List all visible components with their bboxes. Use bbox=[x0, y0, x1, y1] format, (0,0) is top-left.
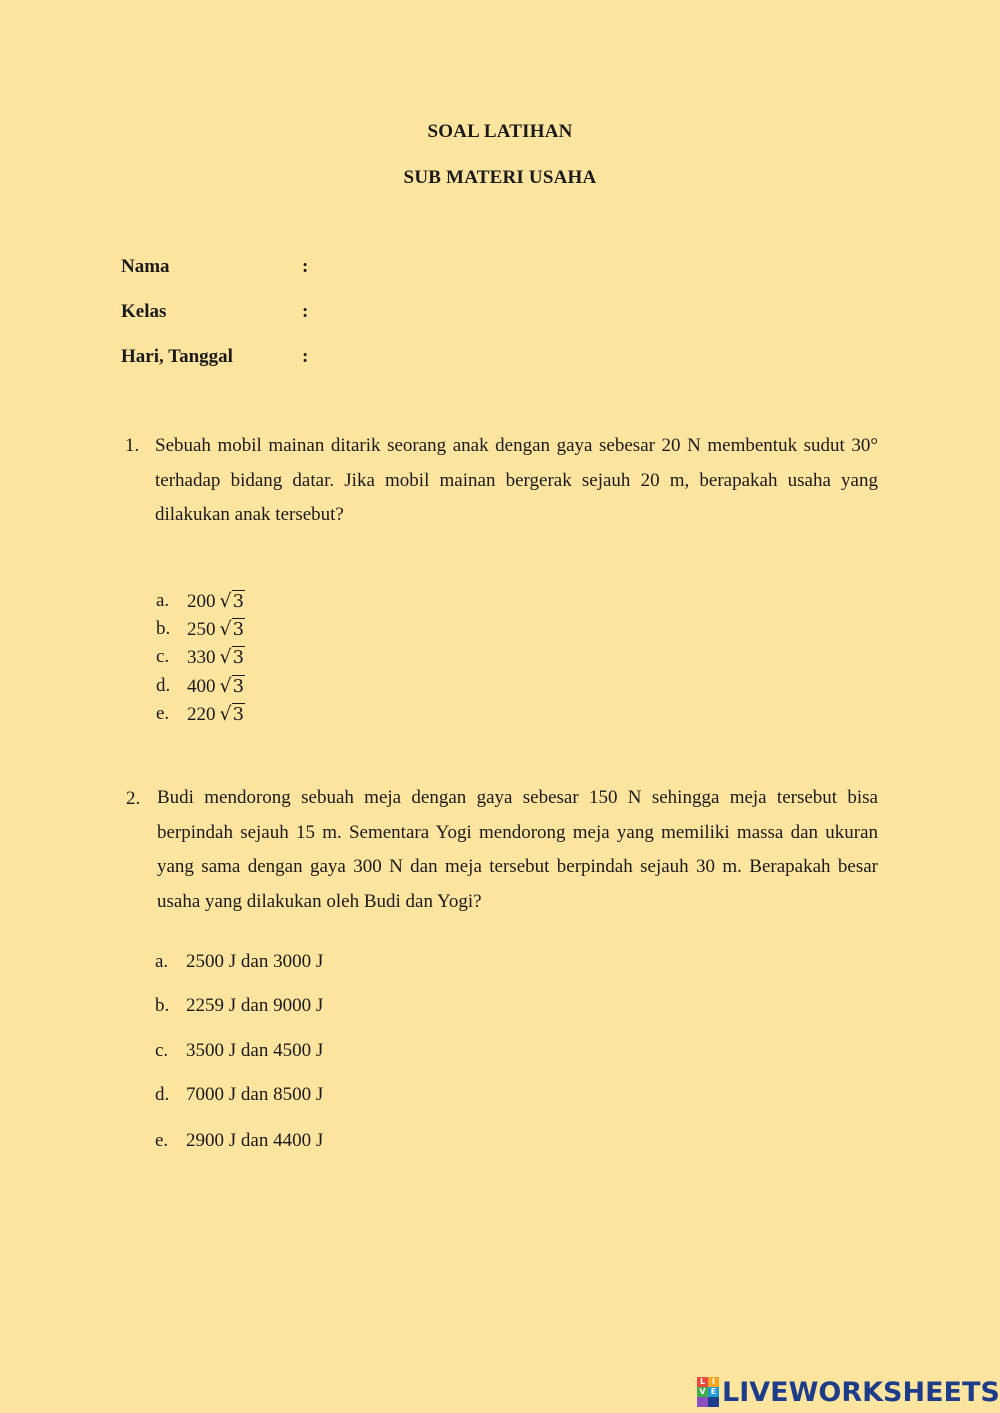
field-colon-nama: : bbox=[302, 256, 309, 277]
option-letter: c. bbox=[155, 1040, 169, 1061]
option-value: 2259 J dan 9000 J bbox=[186, 995, 324, 1016]
square-root-symbol: √3 bbox=[219, 646, 245, 668]
option-value: 7000 J dan 8500 J bbox=[186, 1084, 324, 1105]
option-letter: b. bbox=[155, 995, 170, 1016]
page-subtitle: SUB MATERI USAHA bbox=[403, 167, 597, 188]
field-label-hari-tanggal: Hari, Tanggal bbox=[121, 346, 233, 367]
square-root-symbol: √3 bbox=[219, 618, 245, 640]
liveworksheets-icon: L I V E bbox=[697, 1377, 719, 1407]
option-letter: d. bbox=[155, 1084, 170, 1105]
square-root-symbol: √3 bbox=[219, 703, 245, 725]
square-root-symbol: √3 bbox=[219, 675, 245, 697]
option-value: 220 bbox=[187, 704, 216, 725]
option-letter: c. bbox=[156, 646, 170, 667]
page-title: SOAL LATIHAN bbox=[427, 121, 573, 142]
question-2-number: 2. bbox=[126, 788, 141, 809]
field-label-nama: Nama bbox=[121, 256, 170, 277]
option-letter: a. bbox=[156, 590, 170, 611]
option-letter: d. bbox=[156, 675, 171, 696]
option-letter: e. bbox=[155, 1130, 169, 1151]
option-letter: e. bbox=[156, 703, 170, 724]
question-1-number: 1. bbox=[125, 435, 140, 456]
option-letter: a. bbox=[155, 951, 169, 972]
option-letter: b. bbox=[156, 618, 171, 639]
option-value: 200 bbox=[187, 591, 216, 612]
field-label-kelas: Kelas bbox=[121, 301, 167, 322]
field-colon-kelas: : bbox=[302, 301, 309, 322]
option-value: 2500 J dan 3000 J bbox=[186, 951, 324, 972]
option-value: 3500 J dan 4500 J bbox=[186, 1040, 324, 1061]
option-value: 330 bbox=[187, 647, 216, 668]
square-root-symbol: √3 bbox=[219, 590, 245, 612]
liveworksheets-wordmark: LIVEWORKSHEETS bbox=[722, 1376, 1000, 1408]
liveworksheets-logo[interactable] bbox=[697, 1374, 1000, 1410]
field-colon-hari-tanggal: : bbox=[302, 346, 309, 367]
question-2-text: Budi mendorong sebuah meja dengan gaya sebesar 150 N sehingga meja tersebut bisa berpindah sejauh 15 m. Sementara Yogi mendorong meja yang memiliki massa dan ukuran yang sama dengan gaya 300 N dan meja tersebut berpindah sejauh 30 m. Berapakah besar usaha yang dilakukan oleh Budi dan Yogi? bbox=[157, 787, 878, 912]
option-value: 2900 J dan 4400 J bbox=[186, 1130, 324, 1151]
option-value: 400 bbox=[187, 676, 216, 697]
option-value: 250 bbox=[187, 619, 216, 640]
question-1-text: Sebuah mobil mainan ditarik seorang anak dengan gaya sebesar 20 N membentuk sudut 30° terhadap bidang datar. Jika mobil mainan bergerak sejauh 20 m, berapakah usaha yang dilakukan anak tersebut? bbox=[155, 435, 878, 525]
